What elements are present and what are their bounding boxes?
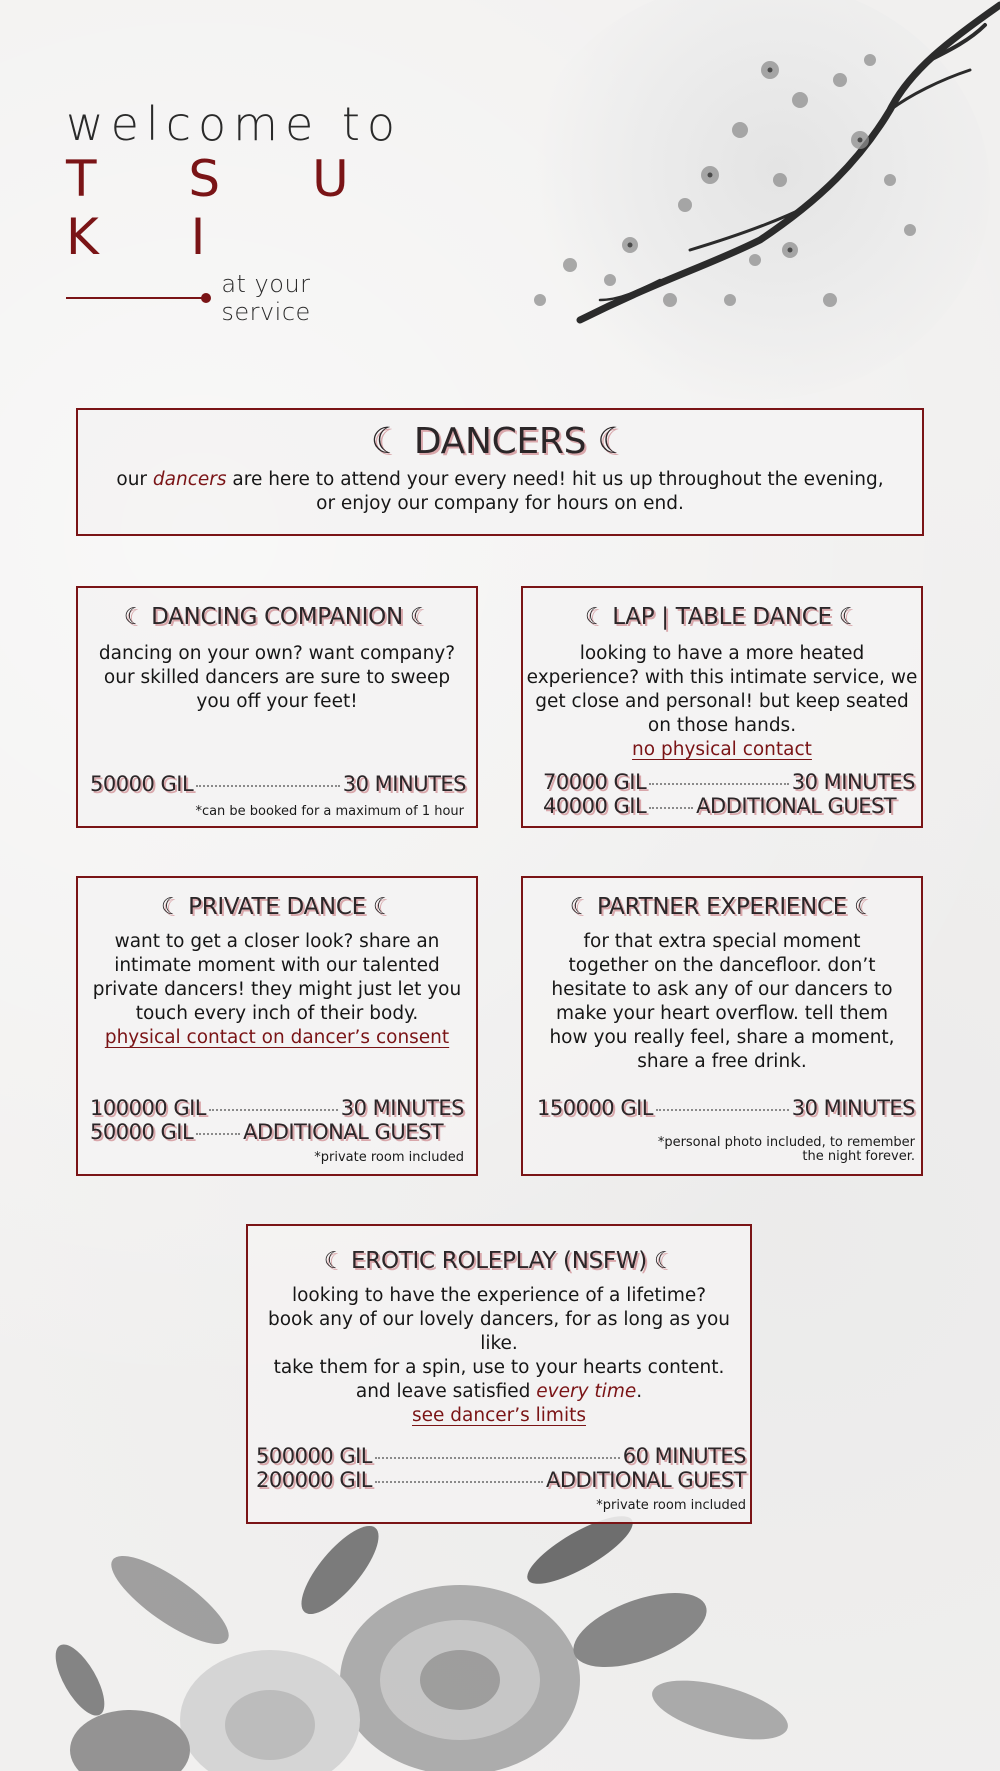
header bbox=[66, 96, 406, 326]
peony-flowers-illustration bbox=[40, 1510, 820, 1771]
tagline-line bbox=[66, 297, 202, 299]
note-line-2: the night forever. bbox=[802, 1149, 915, 1164]
partner-experience-description: for that extra special moment together on the dancefloor. don’t hesitate to ask any of our dancers to make your heart overflow. tell them how you really feel, share a moment, share a free drink. bbox=[549, 931, 895, 1072]
dancers-title: ☾ DANCERS ☾ bbox=[370, 421, 630, 462]
tagline-row bbox=[66, 270, 406, 326]
erotic-roleplay-card bbox=[246, 1224, 752, 1524]
lap-table-dance-description: looking to have a more heated experience? with this intimate service, we get close and personal! but keep seated on those hands. bbox=[526, 643, 918, 736]
erotic-roleplay-price-row-2 bbox=[256, 1468, 746, 1492]
tagline-text: at your service bbox=[221, 270, 311, 326]
line-4-start: and leave satisfied bbox=[355, 1381, 537, 1402]
brand-name: T S U K I bbox=[66, 150, 387, 266]
line-4-emphasis: every time bbox=[536, 1381, 637, 1402]
duration: 30 MINUTES bbox=[791, 770, 915, 794]
partner-experience-card bbox=[521, 876, 923, 1176]
erotic-roleplay-description bbox=[252, 1284, 746, 1428]
line-4-end: . bbox=[636, 1381, 643, 1402]
price: 50000 GIL bbox=[90, 1120, 194, 1144]
dancers-limits-link[interactable]: see dancer’s limits bbox=[412, 1405, 586, 1426]
erotic-roleplay-note: *private room included bbox=[596, 1498, 746, 1513]
dotted-leader bbox=[649, 783, 789, 785]
dotted-leader bbox=[656, 1109, 789, 1111]
lap-table-dance-rule bbox=[523, 738, 921, 762]
duration: 30 MINUTES bbox=[340, 1096, 464, 1120]
duration: 30 MINUTES bbox=[791, 1096, 915, 1120]
dancers-desc-end: are here to attend your every need! hit us up throughout the evening, or enjoy our company for hours on end. bbox=[226, 469, 884, 514]
duration: ADDITIONAL GUEST bbox=[243, 1120, 444, 1144]
partner-experience-price-row bbox=[537, 1096, 915, 1120]
erotic-roleplay-title: ☾ EROTIC ROLEPLAY (NSFW) ☾ bbox=[323, 1248, 675, 1274]
dancing-companion-price-row bbox=[90, 772, 466, 796]
dotted-leader bbox=[196, 785, 340, 787]
price: 100000 GIL bbox=[90, 1096, 207, 1120]
lap-table-dance-title: ☾ LAP | TABLE DANCE ☾ bbox=[584, 604, 860, 630]
private-dance-note: *private room included bbox=[314, 1150, 464, 1165]
lap-table-dance-price-row-1 bbox=[543, 770, 915, 794]
dotted-leader bbox=[649, 807, 693, 809]
dotted-leader bbox=[375, 1481, 543, 1483]
dancers-desc-start: our bbox=[116, 469, 153, 490]
description-line-1: looking to have the experience of a lifetime? bbox=[291, 1285, 707, 1306]
price: 500000 GIL bbox=[256, 1444, 373, 1468]
description-line-5 bbox=[252, 1404, 746, 1428]
price: 200000 GIL bbox=[256, 1468, 373, 1492]
price: 40000 GIL bbox=[543, 794, 647, 818]
dotted-leader bbox=[375, 1457, 620, 1459]
duration: 30 MINUTES bbox=[342, 772, 466, 796]
note-line-1: *personal photo included, to remember bbox=[657, 1135, 915, 1150]
private-dance-title: ☾ PRIVATE DANCE ☾ bbox=[160, 894, 394, 920]
dancing-companion-note: *can be booked for a maximum of 1 hour bbox=[195, 804, 464, 819]
welcome-text: welcome to bbox=[66, 97, 403, 151]
physical-contact-consent-link[interactable]: physical contact on dancer’s consent bbox=[104, 1027, 450, 1048]
duration: ADDITIONAL GUEST bbox=[696, 794, 897, 818]
price: 50000 GIL bbox=[90, 772, 194, 796]
dancers-description bbox=[114, 468, 886, 516]
price: 150000 GIL bbox=[537, 1096, 654, 1120]
price: 70000 GIL bbox=[543, 770, 647, 794]
duration: 60 MINUTES bbox=[622, 1444, 746, 1468]
private-dance-price-row-1 bbox=[90, 1096, 464, 1120]
lap-table-dance-card bbox=[521, 586, 923, 828]
erotic-roleplay-price-row-1 bbox=[256, 1444, 746, 1468]
private-dance-description: want to get a closer look? share an intimate moment with our talented private dancers! they might just let you touch every inch of their body. bbox=[92, 931, 462, 1024]
private-dance-card bbox=[76, 876, 478, 1176]
no-physical-contact-link[interactable]: no physical contact bbox=[632, 739, 812, 760]
description-line-2: book any of our lovely dancers, for as long as you like. bbox=[267, 1309, 731, 1354]
description-line-3: take them for a spin, use to your hearts content. bbox=[273, 1357, 725, 1378]
dotted-leader bbox=[196, 1133, 240, 1135]
duration: ADDITIONAL GUEST bbox=[546, 1468, 746, 1492]
dancers-intro-box bbox=[76, 408, 924, 536]
dancing-companion-description: dancing on your own? want company? our skilled dancers are sure to sweep you off your feet! bbox=[98, 643, 456, 712]
partner-experience-note bbox=[658, 1136, 915, 1164]
dancing-companion-title: ☾ DANCING COMPANION ☾ bbox=[123, 604, 431, 630]
dancing-companion-card bbox=[76, 586, 478, 828]
partner-experience-title: ☾ PARTNER EXPERIENCE ☾ bbox=[569, 894, 875, 920]
dancers-desc-emphasis: dancers bbox=[152, 469, 227, 490]
private-dance-rule bbox=[78, 1026, 476, 1050]
description-line-4 bbox=[252, 1380, 746, 1404]
lap-table-dance-price-row-2 bbox=[543, 794, 915, 818]
dotted-leader bbox=[209, 1109, 338, 1111]
private-dance-price-row-2 bbox=[90, 1120, 464, 1144]
tagline-dot bbox=[201, 293, 211, 303]
cherry-blossom-branch-illustration bbox=[510, 0, 1000, 380]
